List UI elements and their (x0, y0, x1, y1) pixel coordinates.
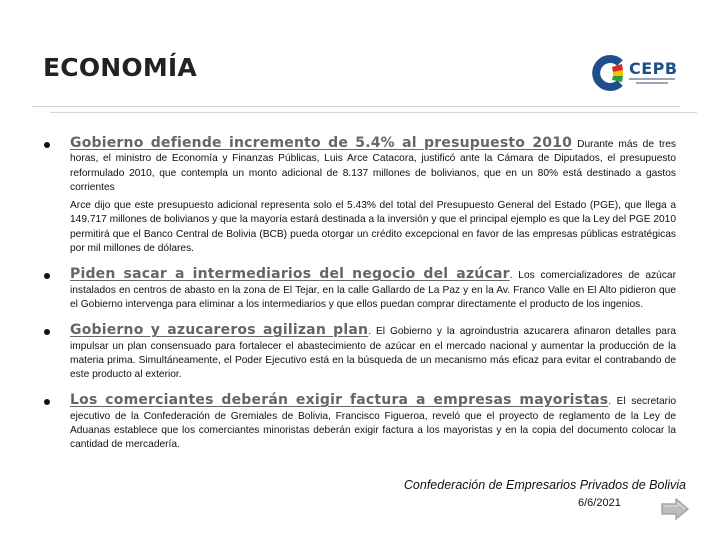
news-body: . Los comercializadores de azúcar instalados en centros de abasto en la zona de El Tejar, en la calle Gallardo de La Paz y en la Av. Franco Valle en El Alto pidieron que el Gobierno intervenga para eliminar a los intermediarios y que ellos puedan comprar directamente el producto de los ingenios. (70, 270, 676, 310)
right-arrow-icon (661, 498, 689, 520)
divider-top (32, 106, 680, 107)
news-item (44, 136, 676, 256)
news-item (44, 267, 676, 312)
bullet-icon (44, 329, 50, 335)
cepb-logo-icon (592, 55, 628, 91)
footer-organization: Confederación de Empresarios Privados de Bolivia (403, 478, 686, 492)
news-item (44, 323, 676, 382)
news-headline[interactable]: Gobierno defiende incremento de 5.4% al presupuesto 2010 (70, 135, 573, 151)
next-slide-button[interactable] (661, 498, 689, 525)
bullet-icon (44, 142, 50, 148)
bullet-icon (44, 273, 50, 279)
footer-date: 6/6/2021 (578, 497, 621, 509)
news-headline[interactable]: Piden sacar a intermediarios del negocio del azúcar (70, 266, 510, 283)
news-headline[interactable]: Los comerciantes deberán exigir factura a empresas mayoristas (70, 392, 609, 409)
logo-subtitle (629, 78, 675, 86)
logo-text: CEPB (629, 59, 678, 78)
news-body: Durante más de tres horas, el ministro de Economía y Finanzas Públicas, Luis Arce Catacora, justificó ante la Cámara de Diputados, el presupuesto reformulado 2010, que contempla un monto adicional de 8.137 millones de bolivianos, que en un 80% está destinado a gastos corrientes (70, 139, 676, 193)
news-headline[interactable]: Gobierno y azucareros agilizan plan (70, 322, 369, 339)
news-body: . El secretario ejecutivo de la Confederación de Gremiales de Bolivia, Francisco Figueroa, reveló que el proyecto de reglamento de la Ley de Aduanas establece que los comerciantes minoristas deberán exigir factura a los mayoristas y en la copia del documento colocar la cantidad de mercadería. (70, 396, 677, 451)
news-body: . El Gobierno y la agroindustria azucarera afinaron detalles para impulsar un plan consensuado para fortalecer el abastecimiento de azúcar en el mercado nacional y aumentar la producción de la materia prima. Simultáneamente, el Poder Ejecutivo está en la búsqueda de un mecanismo más eficaz para evitar el contrabando de este producto al exterior. (70, 326, 676, 381)
bullet-icon (44, 399, 50, 405)
news-body-paragraph: Arce dijo que este presupuesto adicional representa solo el 5.43% del total del Presupuesto General del Estado (PGE), que llega a 149.717 millones de bolivianos y que la mayoría estará destinada a la inversión y que el principal ejemplo es que la Ley del PGE 2010 permitirá que el Banco Central de Bolivia (BCB) pueda otorgar un crédito excepcional en favor de las empresas públicas estratégicas por mil millones de dólares. (70, 200, 676, 255)
news-item (44, 393, 676, 452)
news-list (44, 136, 676, 464)
divider-bottom (50, 112, 697, 113)
page-title: ECONOMÍA (43, 53, 197, 82)
cepb-logo (592, 55, 682, 91)
